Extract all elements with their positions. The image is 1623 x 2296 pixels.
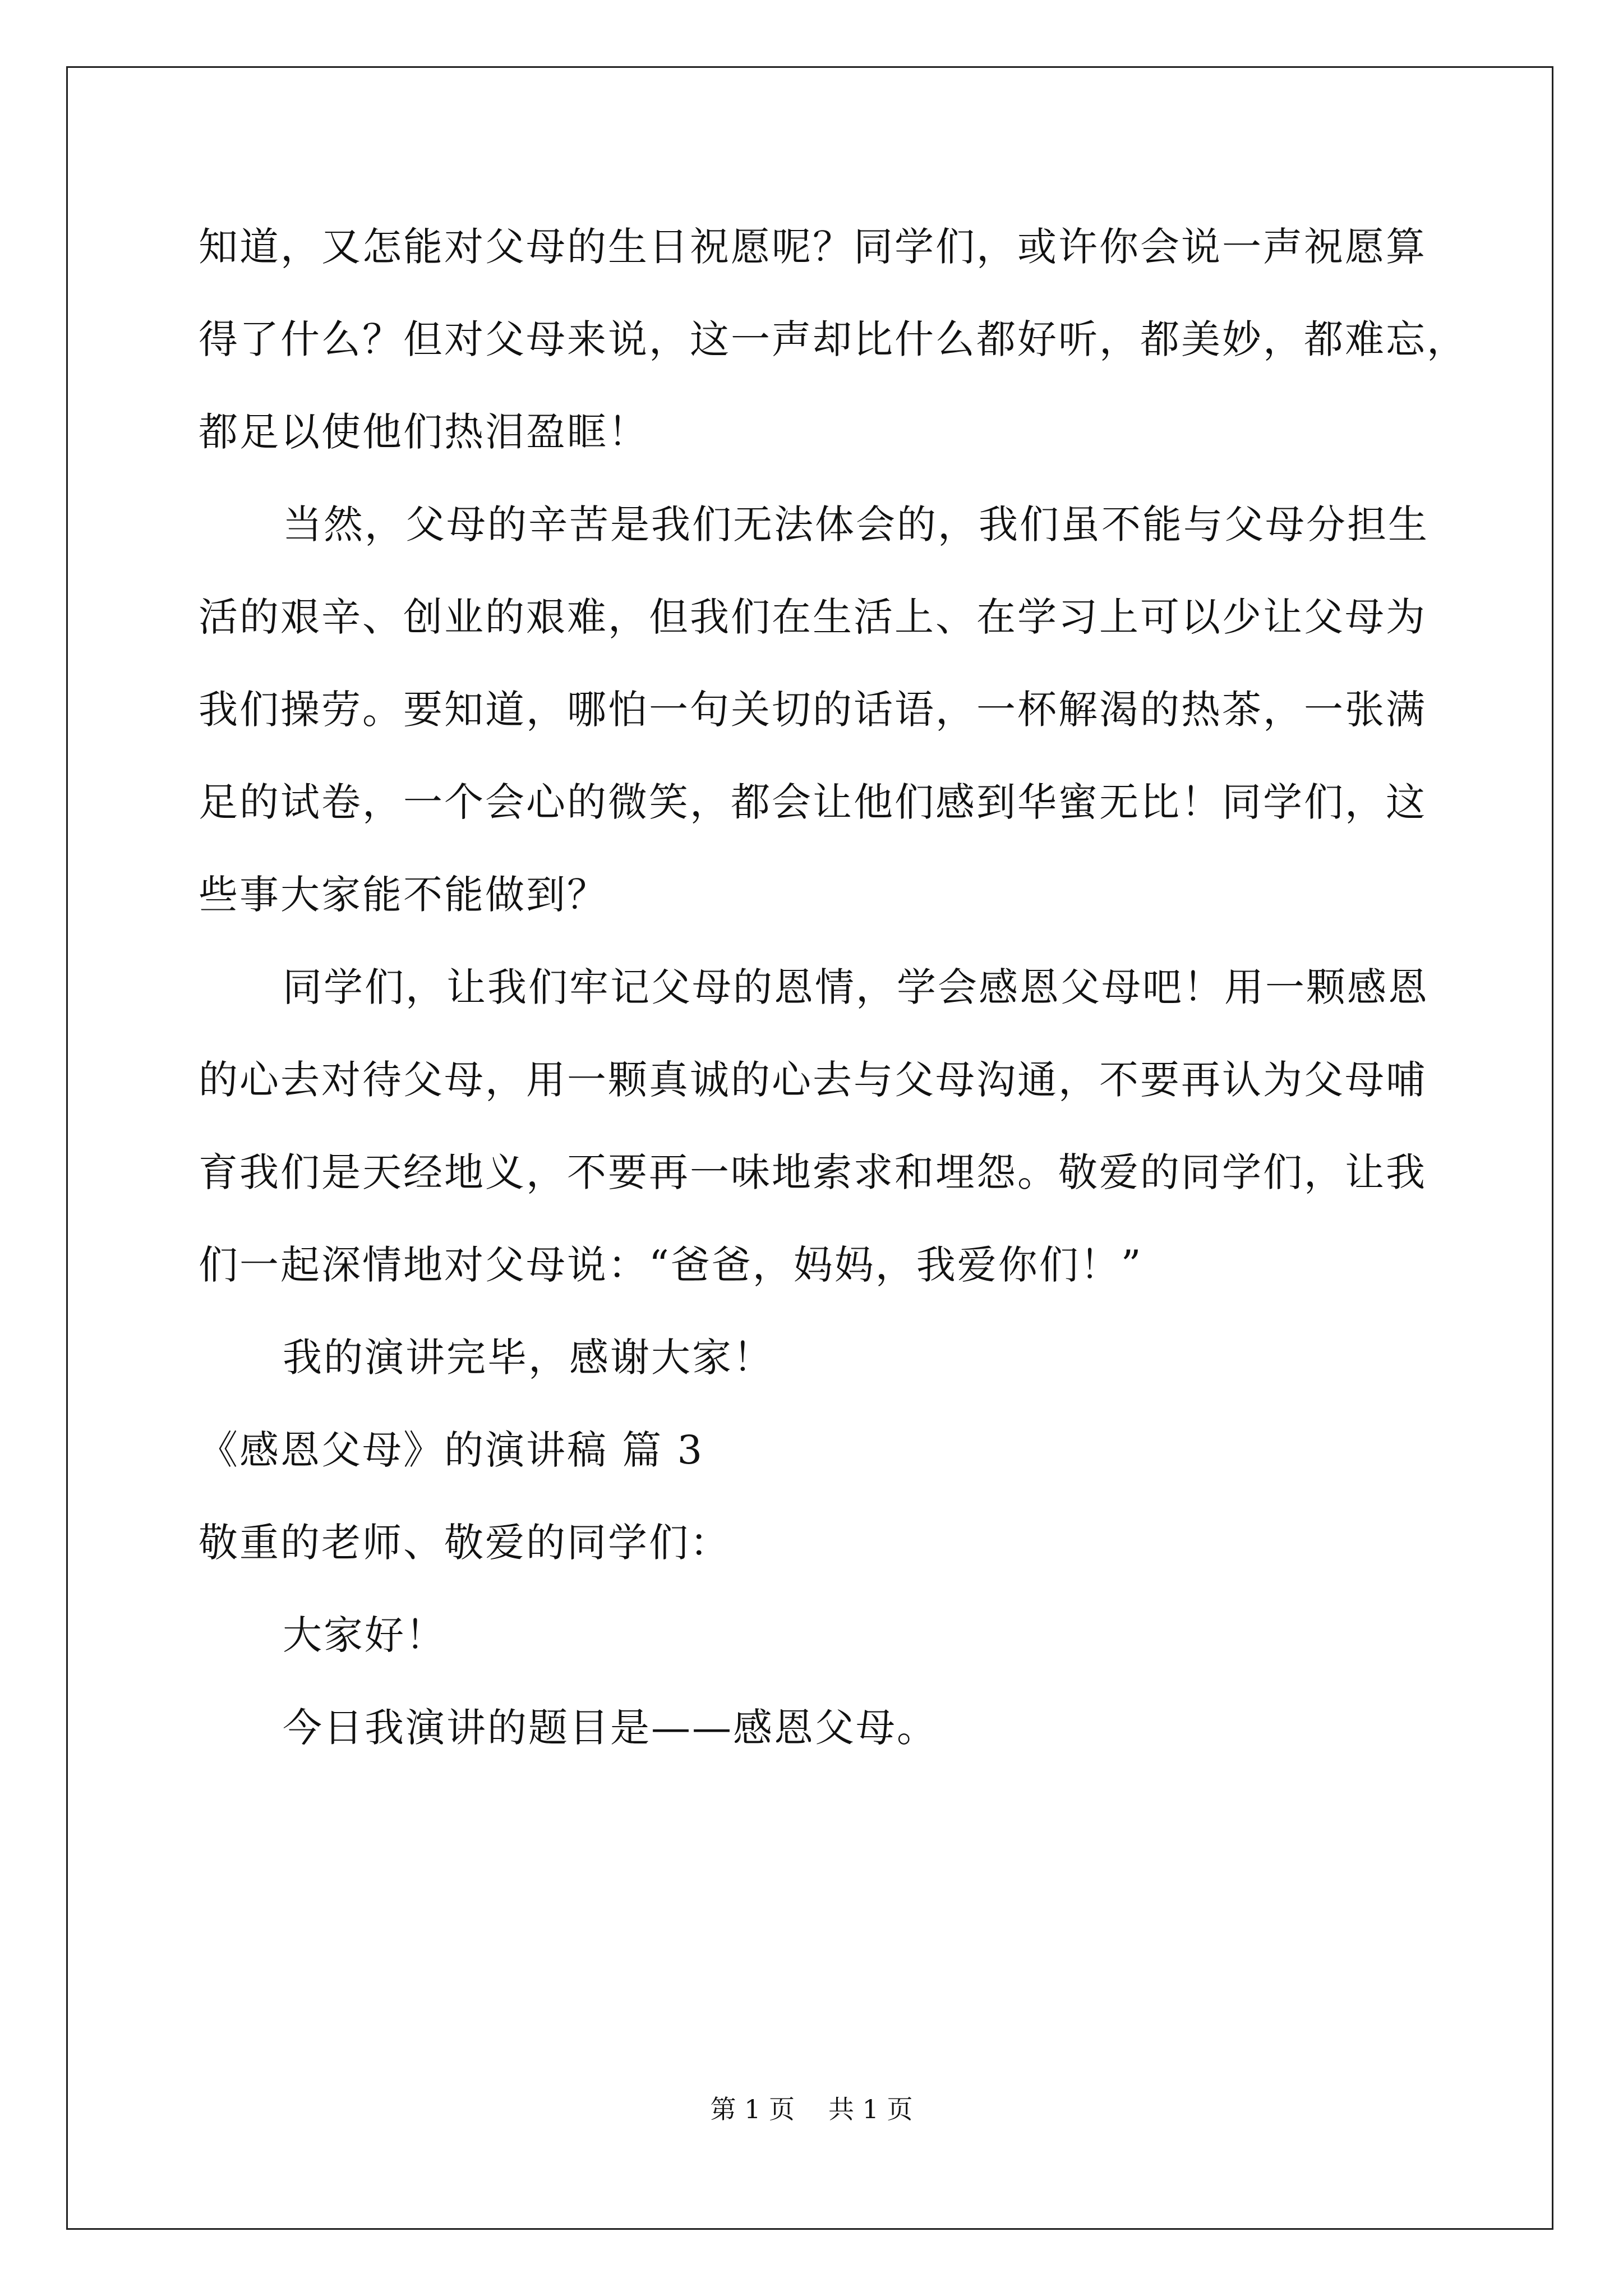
greeting: 大家好！ (283, 1612, 446, 1658)
text-line: 足的试卷，一个会心的微笑，都会让他们感到华蜜无比！同学们，这 (199, 779, 1427, 825)
topic-line: 今日我演讲的题目是——感恩父母。 (283, 1705, 938, 1751)
text-line: 的心去对待父母，用一颗真诚的心去与父母沟通，不要再认为父母哺 (199, 1057, 1427, 1103)
paragraph-start-line: 当然，父母的辛苦是我们无法体会的，我们虽不能与父母分担生 (283, 501, 1429, 547)
text-line: 活的艰辛、创业的艰难，但我们在生活上、在学习上可以少让父母为 (199, 594, 1427, 640)
text-line: 都足以使他们热泪盈眶！ (199, 409, 649, 455)
text-line: 得了什么？但对父母来说，这一声却比什么都好听，都美妙，都难忘， (199, 316, 1468, 362)
text-line: 我们操劳。要知道，哪怕一句关切的话语，一杯解渴的热茶，一张满 (199, 687, 1427, 733)
text-line: 知道，又怎能对父母的生日祝愿呢？同学们，或许你会说一声祝愿算 (199, 224, 1427, 270)
closing-line: 我的演讲完毕，感谢大家！ (283, 1335, 774, 1381)
page-footer (0, 2092, 1623, 2126)
page-number: 第 1 页 (710, 2094, 795, 2124)
salutation: 敬重的老师、敬爱的同学们： (199, 1520, 731, 1566)
text-line: 些事大家能不能做到？ (199, 872, 608, 918)
page-total: 共 1 页 (828, 2094, 913, 2124)
section-heading: 《感恩父母》的演讲稿 篇 3 (199, 1427, 704, 1473)
text-line: 育我们是天经地义，不要再一味地索求和埋怨。敬爱的同学们，让我 (199, 1149, 1427, 1195)
text-line: 们一起深情地对父母说：“爸爸，妈妈，我爱你们！” (199, 1242, 1143, 1288)
paragraph-start-line: 同学们，让我们牢记父母的恩情，学会感恩父母吧！用一颗感恩 (283, 964, 1429, 1010)
